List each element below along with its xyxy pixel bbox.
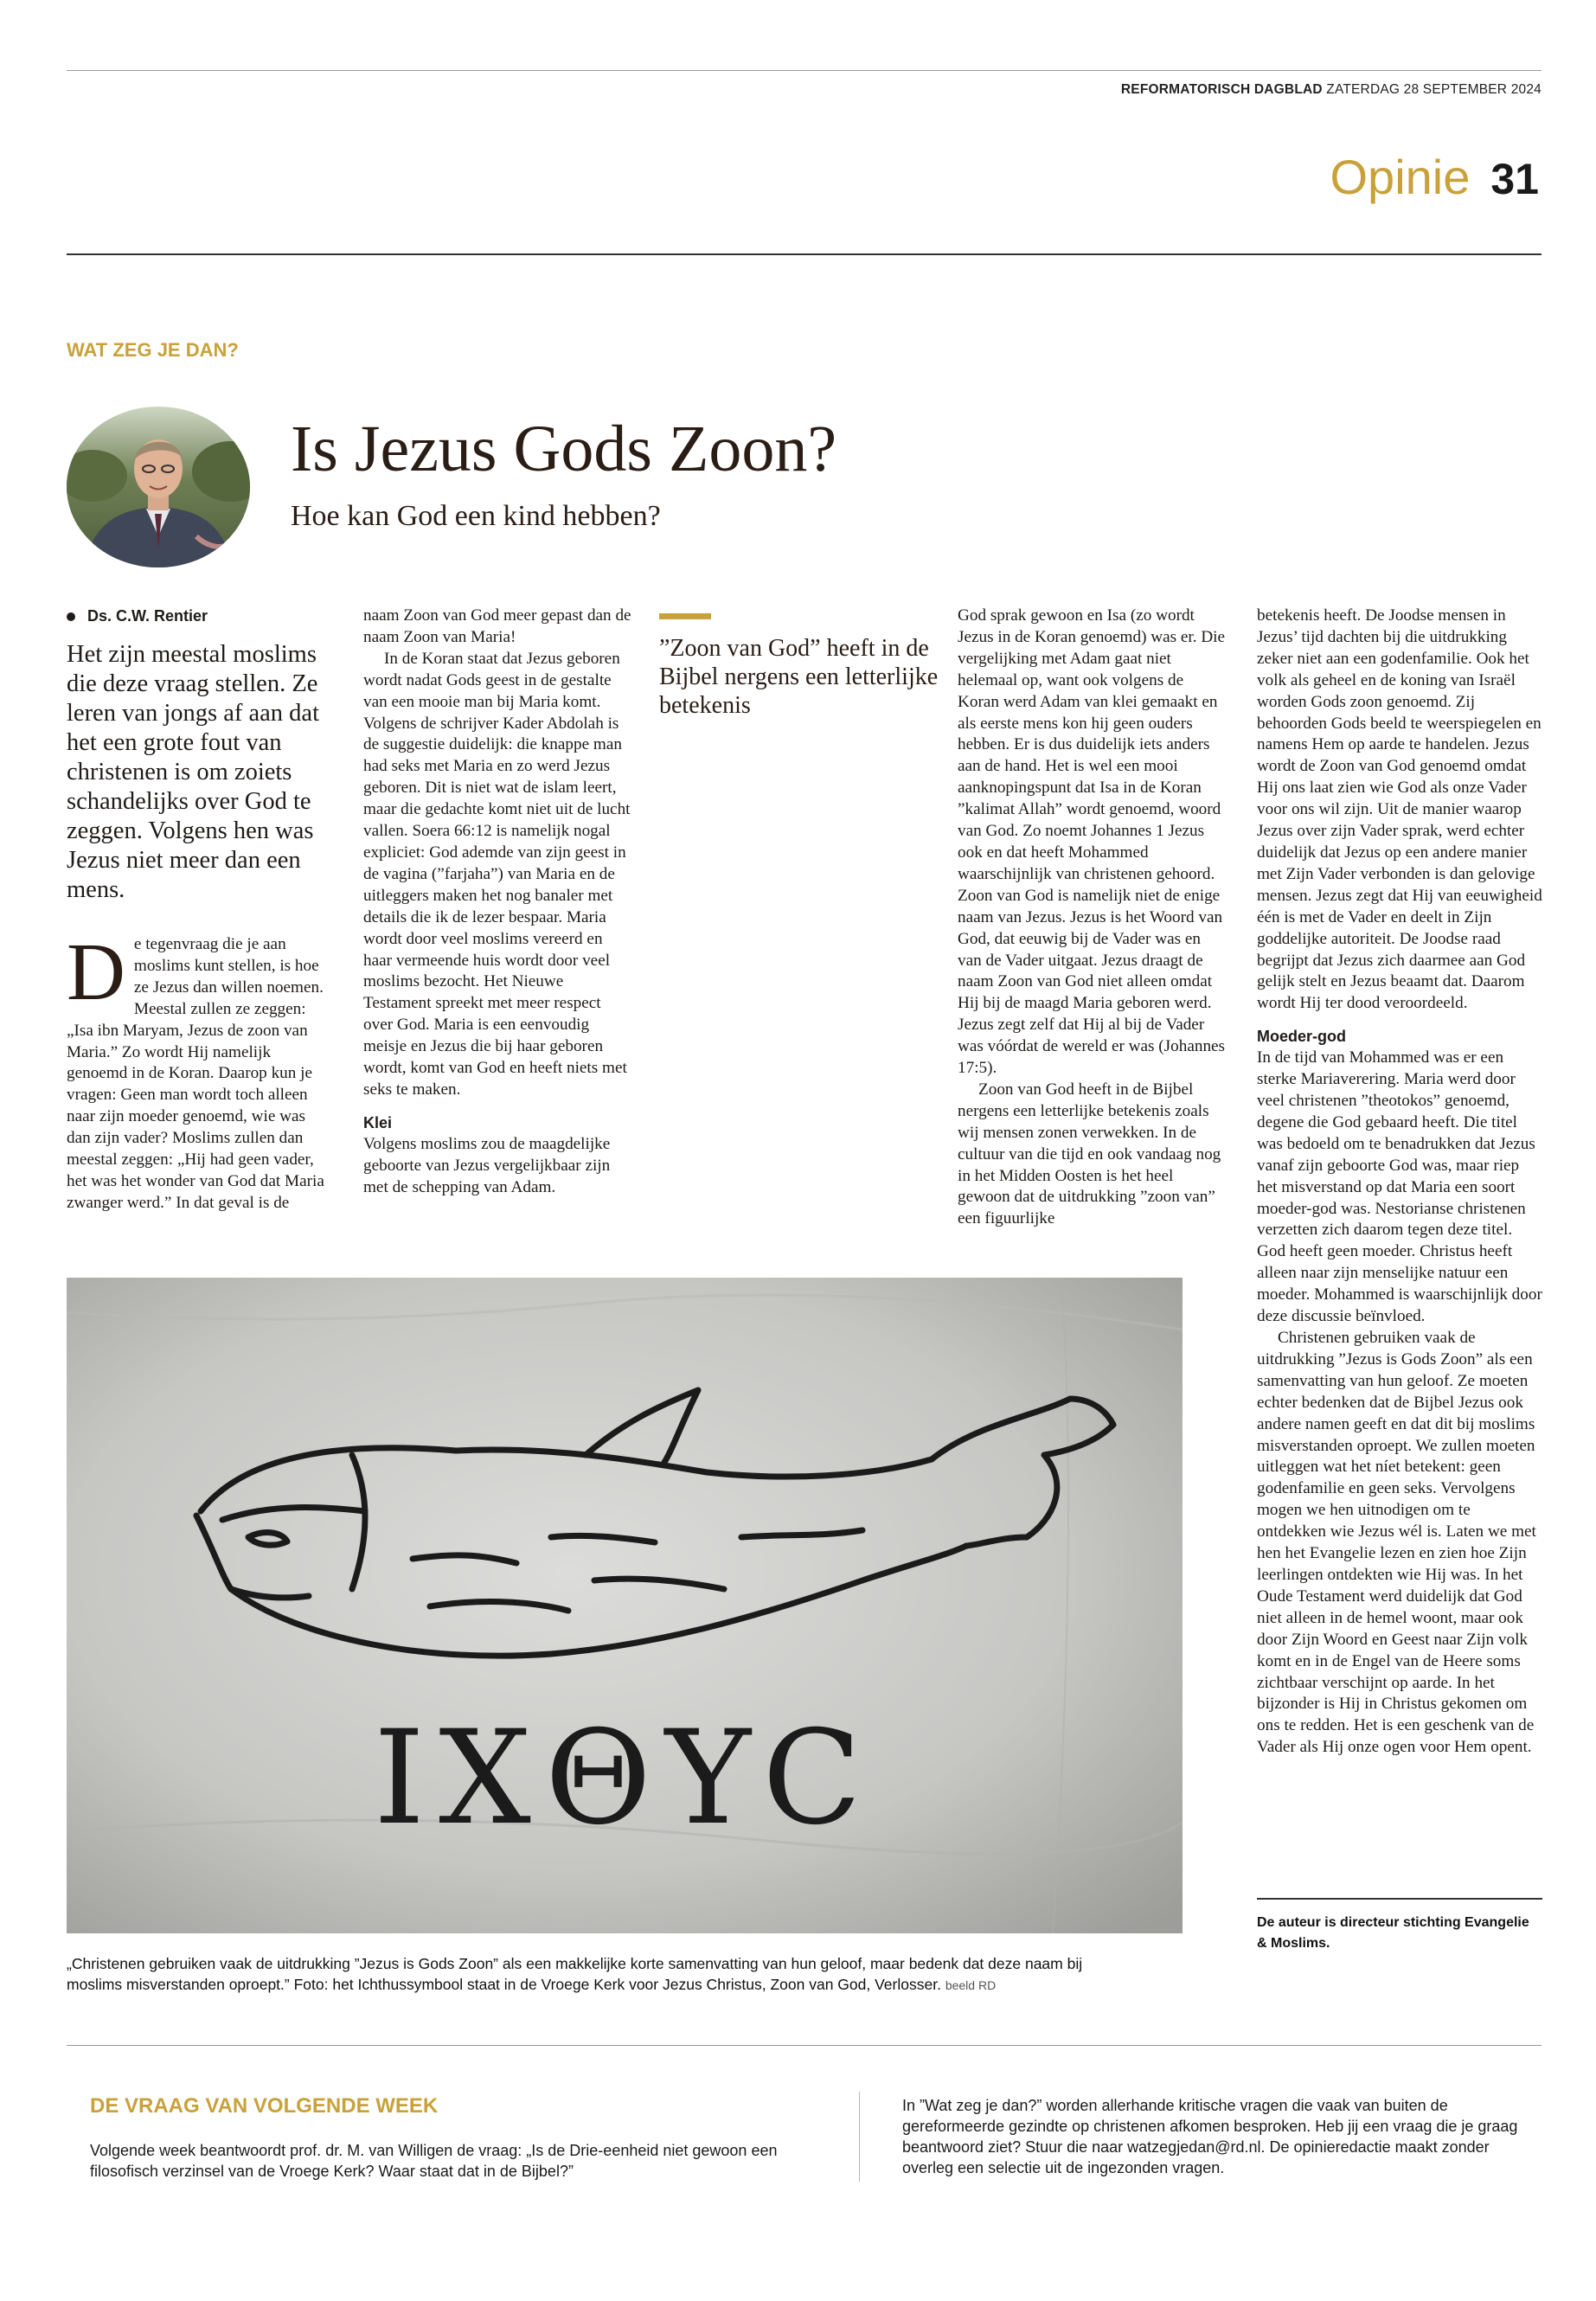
masthead: [1121, 82, 1542, 98]
body-paragraph: naam Zoon van God meer gepast dan de naam Zoon van Maria!: [363, 606, 631, 646]
photo-credit: beeld RD: [945, 1978, 997, 1992]
quote-accent-bar: [659, 613, 711, 619]
column-2: [363, 606, 631, 1199]
author-portrait: [67, 407, 250, 567]
body-paragraph: In de tijd van Mohammed was er een sterke Mariaverering. Maria werd door veel christenen ”theotokos” genoemd, degene die God gebaard heeft. Die titel was bedoeld om te benadrukken dat Jezus vanaf zijn geboorte God was, maar riep het misverstand op dat Maria een soort moeder-god was. Nestorianse christenen verzetten zich daarom tegen deze titel. God heeft geen moeder. Christus heeft alleen naar zijn menselijke natuur een moeder. Mohammed is waarschijnlijk door deze discussie beïnvloed.: [1257, 1048, 1542, 1326]
author-name: Ds. C.W. Rentier: [87, 607, 208, 625]
body-paragraph: God sprak gewoon en Isa (zo wordt Jezus in de Koran genoemd) was er. Die vergelijking met Adam gaat niet helemaal op, want ook volgens de Koran werd Adam van klei gemaakt en als eerste mens kon hij geen ouders hebben. Er is dus duidelijk iets anders aan de hand. Het is wel een mooi aanknopingspunt dat Isa in de Koran ”kalimat Allah” wordt genoemd, woord van God. Zo noemt Johannes 1 Jezus ook en dat heeft Mohammed waarschijnlijk van christenen gehoord. Zoon van God is namelijk niet de enige naam van Jezus. Jezus is het Woord van God, dat eeuwig bij de Vader was en van de Vader uitgaat. Jezus draagt de naam Zoon van God niet alleen omdat Hij bij de maagd Maria geboren werd. Jezus zegt zelf dat Hij al bij de Vader was vóórdat de wereld er was (Johannes 17:5).: [958, 606, 1226, 1078]
author-byline: [67, 606, 333, 627]
caption-text: „Christenen gebruiken vaak de uitdrukking ”Jezus is Gods Zoon” als een makkelijke korte samenvatting van hun geloof, maar bedenk dat deze naam bij moslims misverstanden oproept.” Foto: het Ichthussymbool staat in de Vroege Kerk voor Jezus Christus, Zoon van God, Verlosser.: [67, 1955, 1083, 1993]
next-week-text: Volgende week beantwoordt prof. dr. M. van Willigen de vraag: „Is de Drie-eenheid niet gewoon een filosofisch verzinsel van de Vroege Kerk? Waar staat dat in de Bijbel?”: [90, 2142, 778, 2180]
next-week-title: DE VRAAG VAN VOLGENDE WEEK: [90, 2094, 439, 2118]
ichthus-photo: [67, 1278, 1183, 1933]
subheadline: Hoe kan God een kind hebben?: [291, 500, 661, 532]
bullet-icon: [67, 612, 75, 621]
column-1: [67, 606, 333, 1215]
header-rule: [67, 253, 1542, 255]
portrait-photo: [67, 407, 250, 567]
subheading-moeder-god: Moeder-god: [1257, 1028, 1346, 1046]
subheading-klei: Klei: [363, 1113, 393, 1131]
photo-caption: [67, 1953, 1139, 1996]
ichthys-inscription: IXΘYC: [373, 1703, 876, 1854]
ichthus-carving: [67, 1278, 1183, 1933]
pull-quote: ”Zoon van God” heeft in de Bijbel nergens een letterlijke betekenis: [659, 635, 939, 719]
footer-rule: [67, 2045, 1542, 2046]
issue-date: ZATERDAG 28 SEPTEMBER 2024: [1326, 82, 1542, 97]
section-name: Opinie: [1330, 150, 1471, 204]
author-note-rule: [1257, 1898, 1542, 1900]
column-4: [958, 606, 1226, 1230]
page-number: 31: [1490, 155, 1539, 203]
body-paragraph: Zoon van God heeft in de Bijbel nergens een letterlijke betekenis zoals wij mensen zonen verwekken. In de cultuur van die tijd en ook vandaag nog in het Midden Oosten is het heel gewoon dat de uitdrukking ”zoon van” een figuurlijke: [958, 1080, 1221, 1228]
submission-info: In ”Wat zeg je dan?” worden allerhande kritische vragen die vaak van buiten de gereformeerde gezindte op christenen afkomen besproken. Heb jij een vraag die je graag beantwoord ziet? Stuur die naar watzegjedan@rd.nl. De opinieredactie maakt zonder overleg een selectie uit de ingezonden vragen.: [902, 2097, 1518, 2176]
paper-name: REFORMATORISCH DAGBLAD: [1120, 82, 1323, 97]
body-paragraph: In de Koran staat dat Jezus geboren wordt nadat Gods geest in de gestalte van een mooie man bij Maria komt. Volgens de schrijver Kader Abdolah is de suggestie duidelijk: die knappe man had seks met Maria en zo werd Jezus geboren. Dit is niet wat de islam leert, maar die gedachte komt niet uit de lucht vallen. Soera 66:12 is namelijk nogal expliciet: God ademde van zijn geest in de vagina (”farjaha”) van Maria en de uitleggers maken het nog banaler met details die ik de lezer bespaar. Maria wordt door veel moslims vereerd en haar vermeende huis wordt door veel moslims bezocht. Het Nieuwe Testament spreekt met meer respect over God. Maria is een eenvoudig meisje en Jezus die bij haar geboren wordt, komt van God en heeft niets met seks te maken.: [363, 649, 631, 1099]
body-paragraph: betekenis heeft. De Joodse mensen in Jezus’ tijd dachten bij die uitdrukking zeker niet aan een godenfamilie. Ook het volk als geheel en de koning van Israël worden Gods zoon genoemd. Zij behoorden Gods beeld te weerspiegelen en namens Hem op aarde te handelen. Jezus wordt de Zoon van God genoemd omdat Hij ons laat zien wie God als onze Vader voor ons wil zijn. Uit de manier waarop Jezus over zijn Vader sprak, werd echter duidelijk dat Jezus op een andere manier met Zijn Vader verbonden is dan gelovige mensen. Jezus zegt dat Hij van eeuwigheid één is met de Vader en deelt in Zijn goddelijke autoriteit. De Joodse raad begrijpt dat Jezus zich daarmee aan God gelijk stelt en Jezus beaamt dat. Daarom wordt Hij ter dood veroordeeld.: [1257, 606, 1542, 1013]
top-rule: [67, 70, 1542, 71]
headline: Is Jezus Gods Zoon?: [291, 413, 837, 485]
author-note: De auteur is directeur stichting Evangelie & Moslims.: [1257, 1915, 1529, 1951]
footer-divider: [859, 2092, 860, 2182]
body-paragraph: [67, 927, 333, 1215]
kicker: WAT ZEG JE DAN?: [67, 339, 239, 361]
body-paragraph: Christenen gebruiken vaak de uitdrukking ”Jezus is Gods Zoon” als een samenvatting van hun geloof. Ze moeten echter bedenken dat de Bijbel Jezus ook andere namen geeft en dat dit bij moslims misverstanden oproept. We zullen moeten uitleggen wat het níet betekent: geen godenfamilie en geen seks. Vervolgens mogen we hen uitnodigen om te ontdekken wie Jezus wél is. Laten we met hen het Evangelie lezen en zien hoe Zijn leerlingen ontdekten wie Hij was. In het Oude Testament werd duidelijk dat God niet alleen in de hemel woont, maar ook door Zijn Woord en Geest naar Zijn volk komt en in de Engel van de Heere soms zichtbaar verschijnt op aarde. In het bijzonder is Hij in Christus gekomen om ons te redden. Het is een geschenk van de Vader als Hij onze ogen voor Hem opent.: [1257, 1329, 1536, 1757]
column-5: [1257, 606, 1542, 1759]
section-header: [1330, 149, 1540, 205]
col1-text: e tegenvraag die je aan moslims kunt stellen, is hoe ze Jezus dan willen noemen. Meestal zullen ze zeggen: „Isa ibn Maryam, Jezus de zoon van Maria.” Zo wordt Hij namelijk genoemd in de Koran. Daarop kun je vragen: Geen man wordt toch alleen naar zijn moeder genoemd, wie was dan zijn vader? Moslims zullen dan meestal zeggen: „Hij had geen vader, het was het wonder van God dat Maria zwanger werd.” In dat geval is de: [67, 935, 324, 1212]
drop-cap: D: [67, 927, 125, 1017]
body-paragraph: Volgens moslims zou de maagdelijke geboorte van Jezus vergelijkbaar zijn met de schepping van Adam.: [363, 1134, 611, 1196]
intro-paragraph: Het zijn meestal moslims die deze vraag stellen. Ze leren van jongs af aan dat het een grote fout van christenen is om zoiets schandelijks over God te zeggen. Volgens hen was Jezus niet meer dan een mens.: [67, 641, 319, 903]
